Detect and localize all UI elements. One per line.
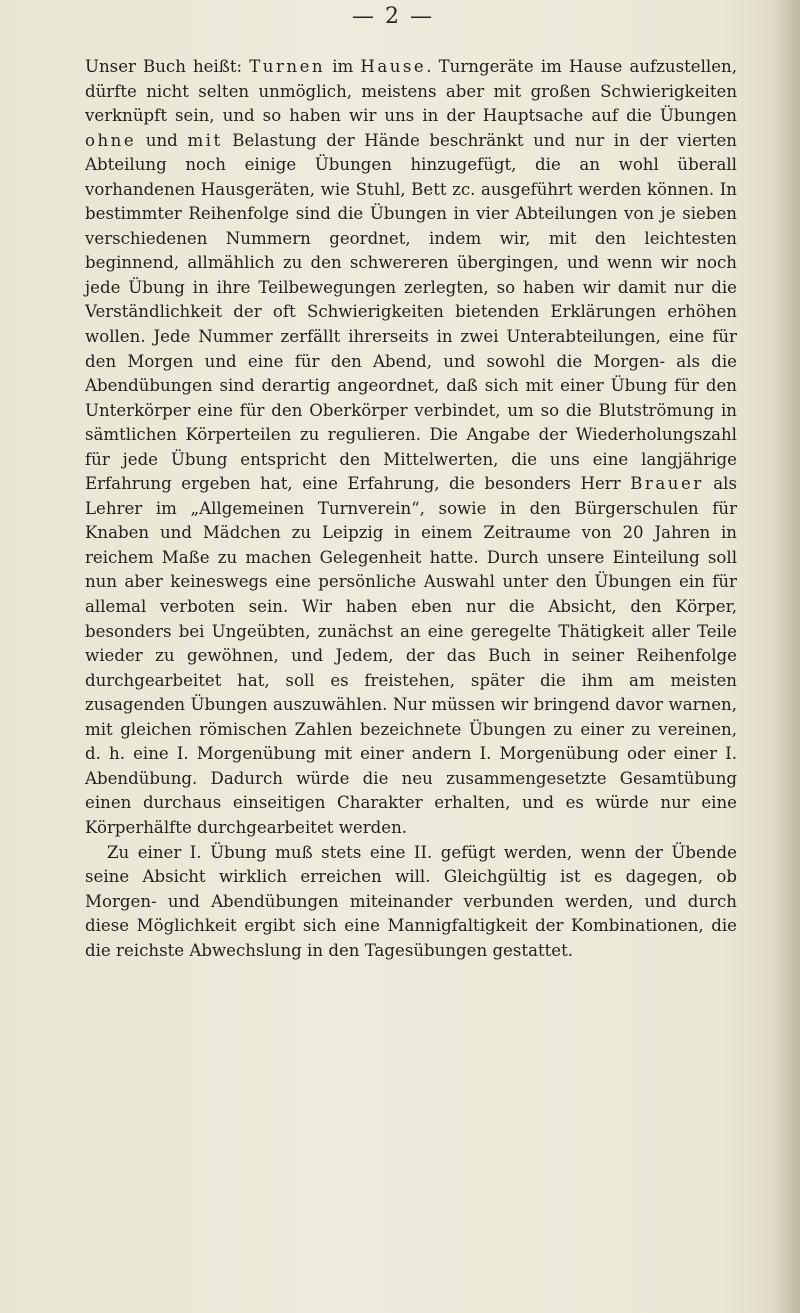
p1-segment-1: Unser Buch heißt:	[85, 57, 250, 76]
p1-segment-3: . Turngeräte im Hause aufzustellen, dürfte nicht selten unmöglich, meistens aber mit großen Schwierigkeiten verknüpft sein, und so haben wir uns in der Hauptsache auf die Übungen	[85, 57, 737, 126]
p1-emphasis-turnen: Turnen	[249, 57, 326, 76]
p1-emphasis-ohne: ohne	[85, 130, 137, 150]
p1-segment-2: im	[325, 57, 361, 76]
page-edge-shadow	[774, 0, 800, 1313]
p1-segment-5: Belastung der Hände beschränkt und nur in der vierten Abteilung noch einige Übungen hinzugefügt, die an wohl überall vorhandenen Hausgeräten, wie Stuhl, Bett zc. ausgeführt werden können. In bestimmter Reihenfolge sind die Übungen in vier Abteilungen von je sieben verschiedenen Nummern geordnet, indem wir, mit den leichtesten beginnend, allmählich zu den schwereren übergingen, und wenn wir noch jede Übung in ihre Teilbewegungen zerlegten, so haben wir damit nur die Verständlichkeit der oft Schwierigkeiten bietenden Erklärungen erhöhen wollen. Jede Nummer zerfällt ihrerseits in zwei Unterabteilungen, eine für den Morgen und eine für den Abend, und sowohl die Morgen- als die Abendübungen sind derartig angeordnet, daß sich mit einer Übung für den Unterkörper eine für den Oberkörper verbindet, um so die Blutströmung in sämtlichen Körperteilen zu regulieren. Die Angabe der Wiederholungszahl für jede Übung entspricht den Mittelwerten, die uns eine langjährige Erfahrung ergeben hat, eine Erfahrung, die besonders Herr	[85, 130, 737, 494]
page-number: — 2 —	[352, 4, 434, 29]
body-paragraph-2: Zu einer I. Übung muß stets eine II. gefügt werden, wenn der Übende seine Absicht wirklich erreichen will. Gleichgültig ist es dagegen, ob Morgen- und Abendübungen miteinander verbunden werden, und durch diese Möglichkeit ergibt sich eine Mannigfaltigkeit der Kombinationen, die die reichste Abwechslung in den Tagesübungen gestattet.	[85, 842, 737, 960]
body-paragraph-1	[85, 55, 737, 963]
p1-emphasis-hause: Hause	[360, 57, 427, 76]
p1-emphasis-brauer: Brauer	[630, 474, 704, 494]
p1-segment-4: und	[136, 130, 188, 150]
p1-segment-6: als Lehrer im „Allgemeinen Turnverein“, sowie in den Bürgerschulen für Knaben und Mädchen zu Leipzig in einem Zeitraume von 20 Jahren in reichem Maße zu machen Gelegenheit hatte. Durch unsere Einteilung soll nun aber keineswegs eine persönliche Auswahl unter den Übungen ein für allemal verboten sein. Wir haben eben nur die Absicht, den Körper, besonders bei Ungeübten, zunächst an eine geregelte Thätigkeit aller Teile wieder zu gewöhnen, und Jedem, der das Buch in seiner Reihenfolge durchgearbeitet hat, soll es freistehen, später die ihm am meisten zusagenden Übungen auszuwählen. Nur müssen wir bringend davor warnen, mit gleichen römischen Zahlen bezeichnete Übungen zu einer zu vereinen, d. h. eine I. Morgenübung mit einer andern I. Morgenübung oder einer I. Abendübung. Dadurch würde die neu zusammengesetzte Gesamtübung einen durchaus einseitigen Charakter erhalten, und es würde nur eine Körperhälfte durchgearbeitet werden.	[85, 474, 737, 837]
p1-emphasis-mit: mit	[187, 130, 223, 150]
